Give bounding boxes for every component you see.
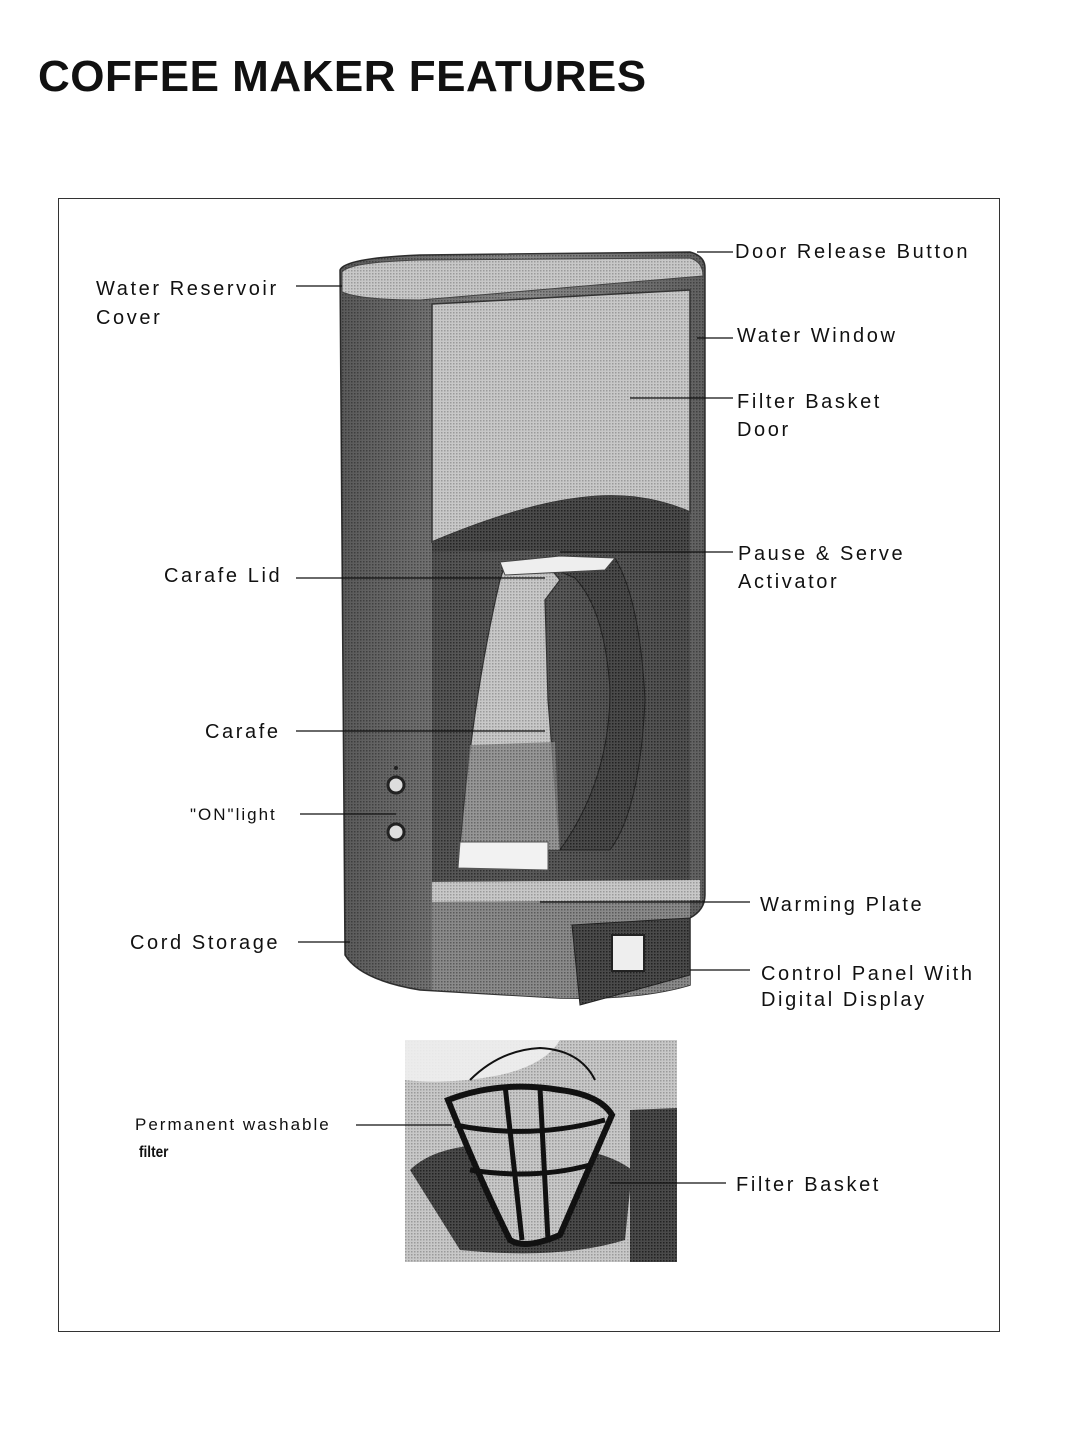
label-filter-basket-door-line2: Door <box>737 419 791 441</box>
label-warming-plate: Warming Plate <box>760 894 925 916</box>
label-carafe-lid: Carafe Lid <box>164 565 283 587</box>
filter-basket-illustration <box>405 1040 677 1262</box>
label-pause-serve-line1: Pause & Serve <box>738 543 906 565</box>
label-water-window: Water Window <box>737 325 898 347</box>
label-filter-basket: Filter Basket <box>736 1174 881 1196</box>
page-title: COFFEE MAKER FEATURES <box>38 52 647 101</box>
label-on-light: "ON"light <box>190 805 277 824</box>
label-water-reservoir-cover-line2: Cover <box>96 307 163 329</box>
label-door-release-button: Door Release Button <box>735 241 971 263</box>
label-water-reservoir-cover-line1: Water Reservoir <box>96 278 279 300</box>
label-carafe: Carafe <box>205 721 281 743</box>
coffee-maker-illustration <box>340 252 705 1005</box>
label-permanent-filter-line2: filter <box>139 1144 169 1161</box>
label-control-panel-line1: Control Panel With <box>761 963 975 985</box>
label-control-panel-line2: Digital Display <box>761 989 927 1011</box>
label-pause-serve-line2: Activator <box>738 571 840 593</box>
label-filter-basket-door-line1: Filter Basket <box>737 391 882 413</box>
label-permanent-filter-line1: Permanent washable <box>135 1115 331 1134</box>
label-cord-storage: Cord Storage <box>130 932 281 954</box>
